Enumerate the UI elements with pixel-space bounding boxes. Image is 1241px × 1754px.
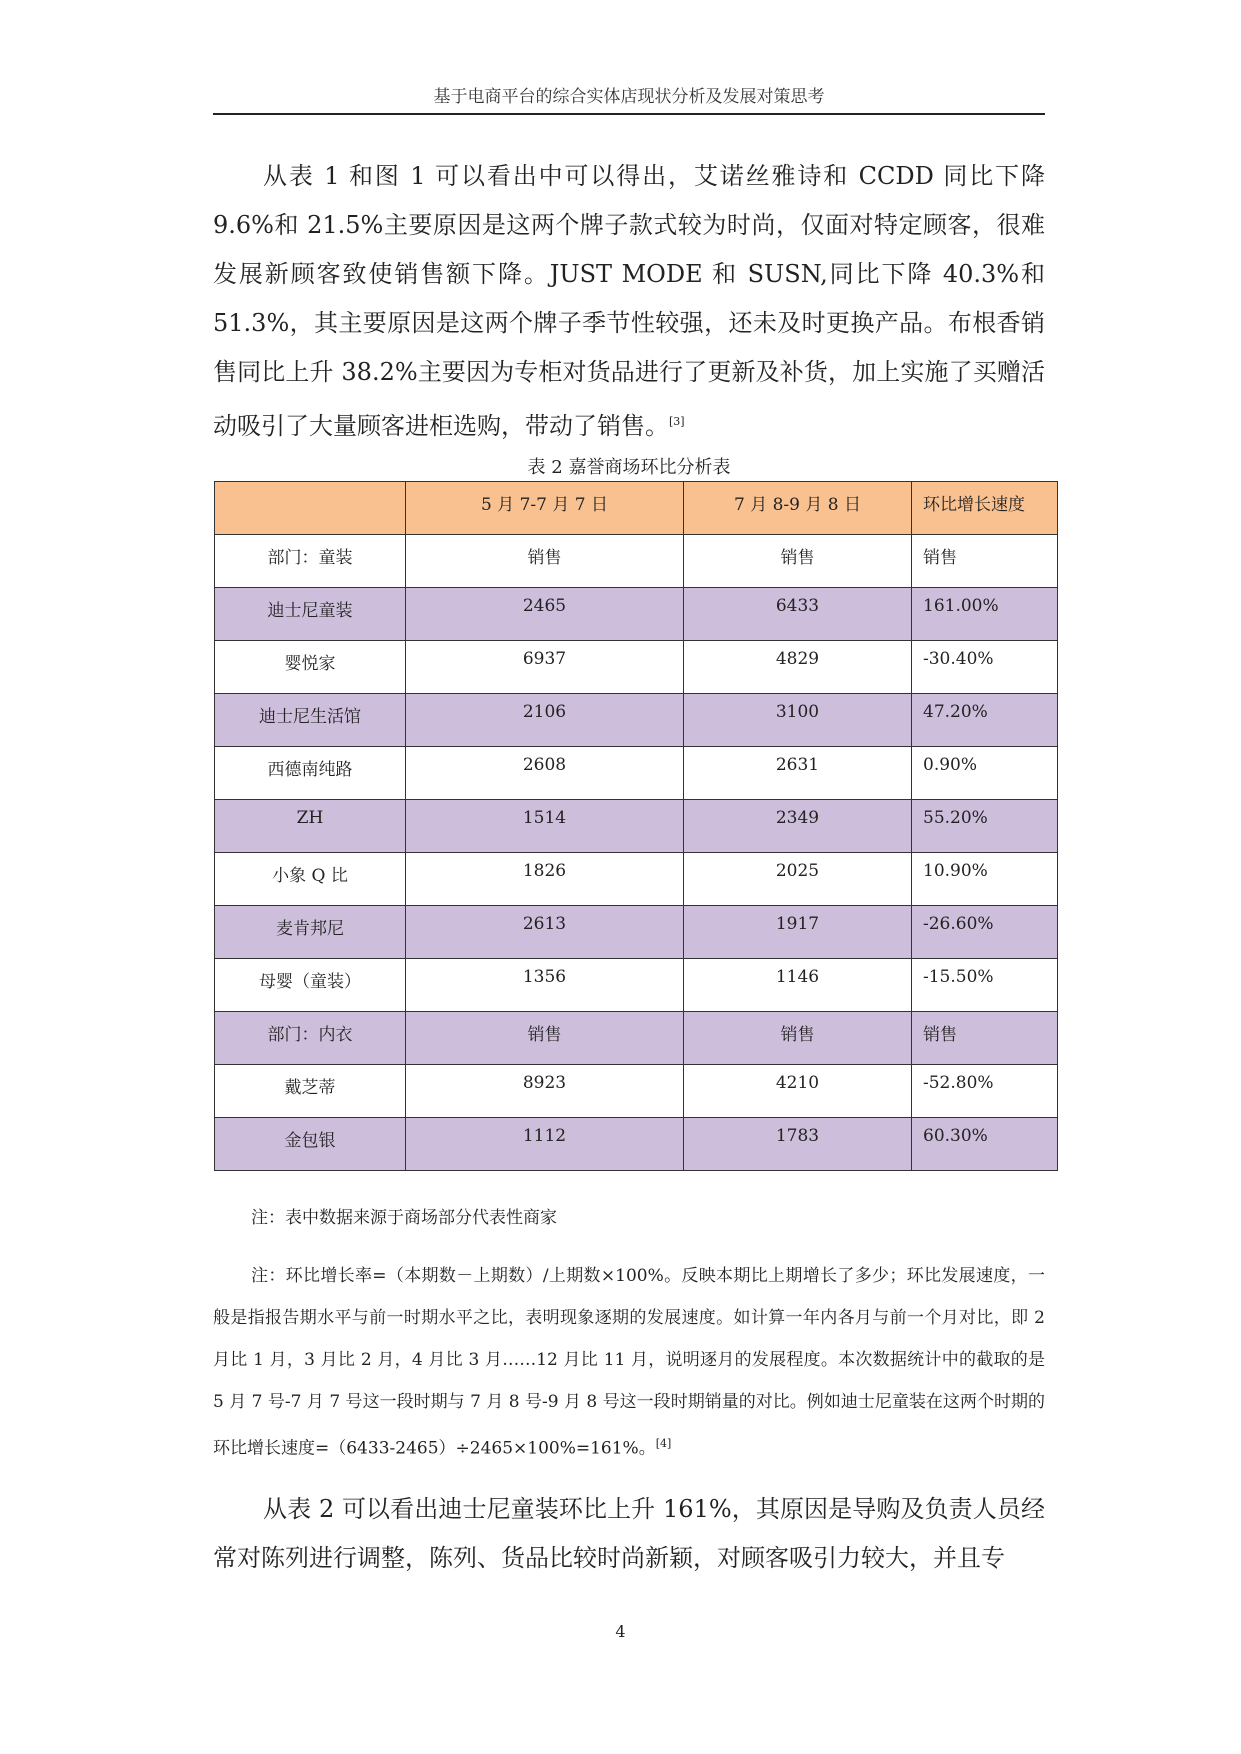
table-row [215, 906, 1058, 959]
table-cell: 金包银 [215, 1118, 406, 1171]
table-cell: 迪士尼童装 [215, 588, 406, 641]
table-cell: 母婴（童装） [215, 959, 406, 1012]
table-row [215, 694, 1058, 747]
table-cell: 1146 [684, 959, 912, 1012]
table-cell: 3100 [684, 694, 912, 747]
table-cell: -15.50% [912, 959, 1058, 1012]
running-header: 基于电商平台的综合实体店现状分析及发展对策思考 [433, 87, 825, 107]
table-cell: 1514 [406, 800, 684, 853]
table-row [215, 747, 1058, 800]
table-row [215, 959, 1058, 1012]
table-row [215, 800, 1058, 853]
table-cell: 4210 [684, 1065, 912, 1118]
header-rule [213, 113, 1045, 115]
paragraph-2: 从表 2 可以看出迪士尼童装环比上升 161%，其原因是导购及负责人员经常对陈列进行调整，陈列、货品比较时尚新颖，对顾客吸引力较大，并且专 [213, 1495, 1045, 1572]
table-cell: 4829 [684, 641, 912, 694]
page-number: 4 [615, 1622, 626, 1641]
note-definition-text: 注：环比增长率=（本期数－上期数）/上期数×100%。反映本期比上期增长了多少；环比发展速度，一般是指报告期水平与前一时期水平之比，表明现象逐期的发展速度。如计算一年内各月与前一个月对比，即 2 月比 1 月，3 月比 2 月，4 月比 3 月……12 月比 11 月，说明逐月的发展程度。本次数据统计中的截取的是 5 月 7 号-7 月 7 号这一段时期与 7 月 8 号-9 月 8 号这一段时期销量的对比。例如迪士尼童装在这两个时期的环比增长速度=（6433-2465）÷2465×100%=161%。 [213, 1266, 1045, 1459]
table-header-row [215, 482, 1058, 535]
table-row [215, 1012, 1058, 1065]
table-cell: 销售 [406, 535, 684, 588]
table-row [215, 853, 1058, 906]
table-cell: 60.30% [912, 1118, 1058, 1171]
table-cell: 销售 [684, 1012, 912, 1065]
table-cell: 部门：童装 [215, 535, 406, 588]
table-cell: 销售 [406, 1012, 684, 1065]
table-cell: 1783 [684, 1118, 912, 1171]
table-cell: 1917 [684, 906, 912, 959]
table-cell: 1112 [406, 1118, 684, 1171]
sales-table [214, 481, 1058, 1171]
header-cell: 5 月 7-7 月 7 日 [406, 482, 684, 535]
table-cell: 小象 Q 比 [215, 853, 406, 906]
paragraph-1-text: 从表 1 和图 1 可以看出中可以得出，艾诺丝雅诗和 CCDD 同比下降 9.6%和 21.5%主要原因是这两个牌子款式较为时尚，仅面对特定顾客，很难发展新顾客致使销售额下降。JUST MODE 和 SUSN,同比下降 40.3%和 51.3%，其主要原因是这两个牌子季节性较强，还未及时更换产品。布根香销售同比上升 38.2%主要因为专柜对货品进行了更新及补货，加上实施了买赠活动吸引了大量顾客进柜选购，带动了销售。 [213, 162, 1045, 440]
table-cell: 0.90% [912, 747, 1058, 800]
table-row [215, 1118, 1058, 1171]
paragraph-1 [213, 152, 1045, 451]
table-cell: ZH [215, 800, 406, 853]
table-row [215, 535, 1058, 588]
header-cell: 环比增长速度 [912, 482, 1058, 535]
table-cell: 麦肯邦尼 [215, 906, 406, 959]
table-cell: 161.00% [912, 588, 1058, 641]
table-cell: 迪士尼生活馆 [215, 694, 406, 747]
table-row [215, 588, 1058, 641]
table-cell: 销售 [912, 1012, 1058, 1065]
table-cell: 8923 [406, 1065, 684, 1118]
header-cell: 7 月 8-9 月 8 日 [684, 482, 912, 535]
table-cell: 2631 [684, 747, 912, 800]
table-cell: 1826 [406, 853, 684, 906]
citation-ref-4: [4] [655, 1437, 672, 1450]
table-cell: 2465 [406, 588, 684, 641]
table-cell: 6937 [406, 641, 684, 694]
table-cell: 2613 [406, 906, 684, 959]
table-cell: 戴芝蒂 [215, 1065, 406, 1118]
table-row [215, 1065, 1058, 1118]
table-cell: 10.90% [912, 853, 1058, 906]
table-cell: 部门：内衣 [215, 1012, 406, 1065]
table-cell: -52.80% [912, 1065, 1058, 1118]
table-caption: 表 2 嘉誉商场环比分析表 [527, 457, 731, 478]
citation-ref-3: [3] [669, 415, 685, 428]
note-definition [213, 1255, 1045, 1470]
note-source: 注：表中数据来源于商场部分代表性商家 [251, 1208, 557, 1228]
table-cell: -30.40% [912, 641, 1058, 694]
table-cell: -26.60% [912, 906, 1058, 959]
table-cell: 销售 [684, 535, 912, 588]
table-cell: 西德南纯路 [215, 747, 406, 800]
header-cell [215, 482, 406, 535]
table-cell: 2025 [684, 853, 912, 906]
table-cell: 6433 [684, 588, 912, 641]
table-cell: 2349 [684, 800, 912, 853]
table-cell: 婴悦家 [215, 641, 406, 694]
table-cell: 2608 [406, 747, 684, 800]
table-cell: 2106 [406, 694, 684, 747]
table-cell: 55.20% [912, 800, 1058, 853]
table-row [215, 641, 1058, 694]
table-cell: 1356 [406, 959, 684, 1012]
table-cell: 47.20% [912, 694, 1058, 747]
table-cell: 销售 [912, 535, 1058, 588]
